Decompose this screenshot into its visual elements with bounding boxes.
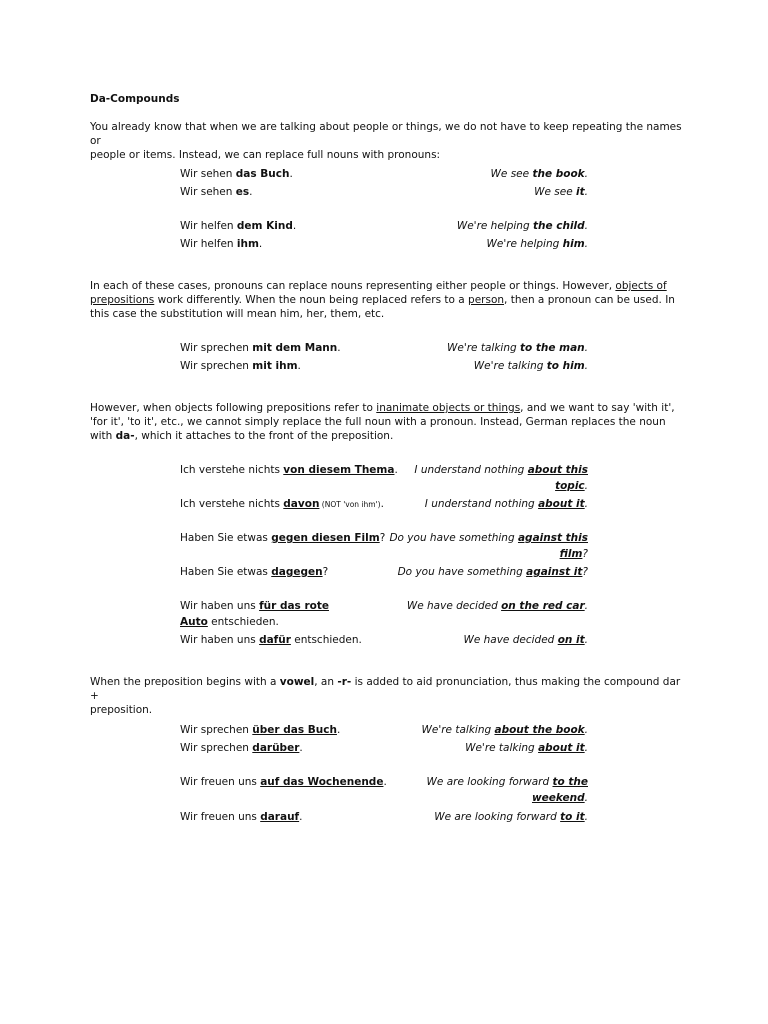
english-translation: We're helping him. [486,238,588,250]
german-sentence: Ich verstehe nichts von diesem Thema. [180,464,398,476]
page-title: Da-Compounds [90,93,180,105]
english-translation: Do you have something against it? [397,566,588,578]
intro-line: people or items. Instead, we can replace full nouns with pronouns: [90,149,441,161]
paragraph-line: this case the substitution will mean him, her, them, etc. [90,308,385,320]
paragraph-line: 'for it', 'to it', etc., we cannot simply replace the full noun with a pronoun. Instead, German replaces the noun [90,416,666,428]
paragraph-line: However, when objects following prepositions refer to inanimate objects or things, and we want to say 'with it', [90,402,675,414]
english-translation: We're talking to him. [473,360,588,372]
english-translation: We're talking about it. [465,742,588,754]
english-translation: We see the book. [490,168,588,180]
german-sentence: Haben Sie etwas gegen diesen Film? [180,532,386,544]
english-translation: We see it. [534,186,588,198]
english-translation: We're helping the child. [456,220,588,232]
german-sentence: Wir sprechen darüber. [180,742,303,754]
german-sentence: Wir freuen uns darauf. [180,811,303,823]
vowel-paragraph [90,675,690,717]
objects-of-prepositions-paragraph [90,279,690,321]
german-sentence: Wir haben uns für das rote Auto entschieden. [180,600,329,628]
inanimate-objects-paragraph [90,401,690,443]
german-sentence: Wir sehen das Buch. [180,168,293,180]
paragraph-line: preposition. [90,704,153,716]
german-sentence: Ich verstehe nichts davon (NOT 'von ihm'). [180,498,384,510]
german-sentence: Wir helfen dem Kind. [180,220,297,232]
intro-line: You already know that when we are talking about people or things, we do not have to keep repeating the names or [90,121,682,147]
english-translation: We have decided on the red car. [406,600,588,612]
german-sentence: Haben Sie etwas dagegen? [180,566,329,578]
paragraph-line: prepositions work differently. When the noun being replaced refers to a person, then a pronoun can be used. In [90,294,675,306]
english-translation: We're talking about the book. [421,724,588,736]
intro-paragraph [90,120,690,162]
paragraph-line: with da-, which it attaches to the front of the preposition. [90,430,394,442]
german-sentence: Wir sprechen über das Buch. [180,724,341,736]
paragraph-line: In each of these cases, pronouns can replace nouns representing either people or things. However, objects of [90,280,667,292]
german-sentence: Wir sprechen mit dem Mann. [180,342,341,354]
english-translation: I understand nothing about this topic. [414,464,588,492]
english-translation: Do you have something against this film? [389,532,588,560]
german-sentence: Wir sehen es. [180,186,253,198]
english-translation: We have decided on it. [463,634,588,646]
paragraph-line: When the preposition begins with a vowel, an -r- is added to aid pronunciation, thus making the compound dar + [90,676,681,702]
german-sentence: Wir haben uns dafür entschieden. [180,634,362,646]
english-translation: We are looking forward to it. [434,811,588,823]
english-translation: We are looking forward to the weekend. [426,776,588,804]
english-translation: We're talking to the man. [447,342,588,354]
german-sentence: Wir freuen uns auf das Wochenende. [180,776,387,788]
english-translation: I understand nothing about it. [424,498,588,510]
german-sentence: Wir helfen ihm. [180,238,263,250]
german-sentence: Wir sprechen mit ihm. [180,360,301,372]
